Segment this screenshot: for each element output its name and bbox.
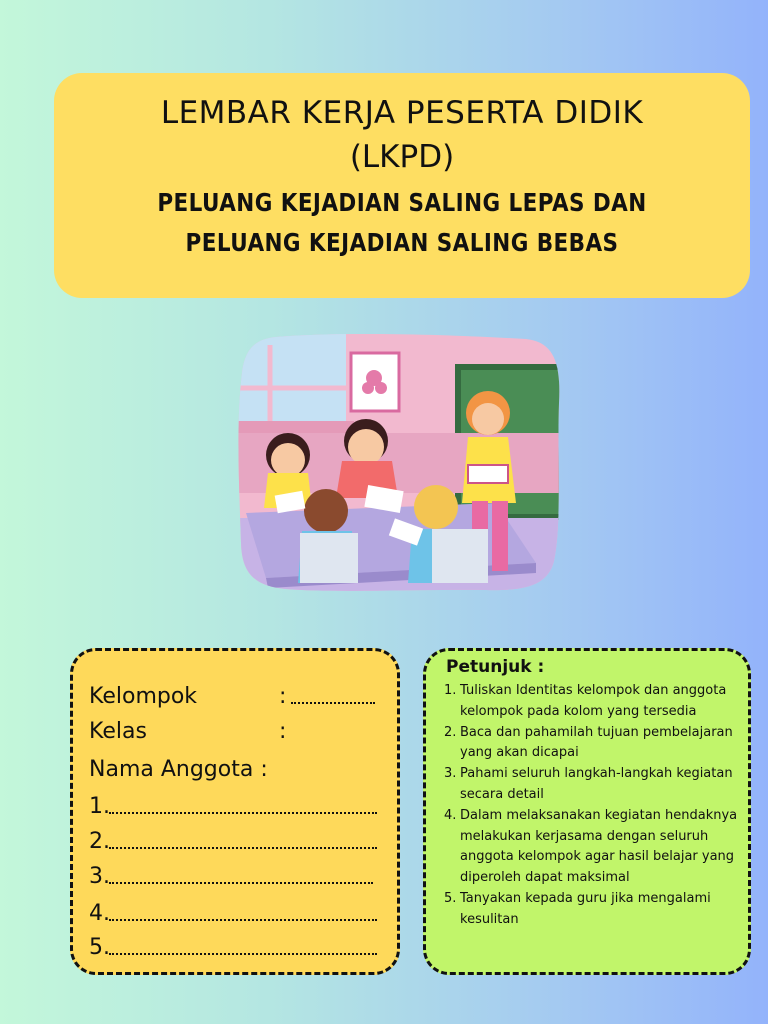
list-item-text: Tanyakan kepada guru jika mengalami kesulitan — [460, 890, 711, 927]
member-number: 1. — [89, 794, 110, 819]
list-item-number: 3. — [444, 766, 457, 782]
list-item-text: Dalam melaksanakan kegiatan hendaknya melakukan kerjasama dengan seluruh anggota kelompok agar hasil belajar yang diperoleh dapat maksimal — [460, 807, 738, 886]
member-row — [89, 792, 110, 822]
list-item-number: 4. — [444, 807, 457, 823]
member-field[interactable] — [109, 798, 377, 814]
kelompok-field[interactable] — [291, 688, 375, 704]
member-field[interactable] — [109, 833, 377, 849]
identity-form-card — [70, 648, 400, 975]
list-item-text: Pahami seluruh langkah-langkah kegiatan secara detail — [460, 766, 733, 802]
member-number: 5. — [89, 935, 110, 960]
petunjuk-list — [444, 681, 749, 931]
member-number: 2. — [89, 829, 110, 854]
kelompok-colon: : — [279, 684, 287, 709]
anggota-label: Nama Anggota : — [89, 757, 268, 782]
subtitle-line-1: PELUANG KEJADIAN SALING LEPAS DAN — [157, 188, 647, 217]
petunjuk-card — [423, 648, 751, 975]
member-number: 4. — [89, 901, 110, 926]
list-item — [444, 764, 749, 806]
list-item — [444, 723, 749, 765]
list-item — [444, 806, 749, 889]
member-row — [89, 827, 110, 857]
title-line-2: (LKPD) — [349, 139, 455, 175]
member-row — [89, 933, 110, 963]
list-item — [444, 889, 749, 931]
list-item-number: 5. — [444, 890, 457, 906]
list-item-text: Baca dan pahamilah tujuan pembelajaran yang akan dicapai — [460, 724, 733, 761]
subtitle-line-2: PELUANG KEJADIAN SALING BEBAS — [185, 228, 619, 257]
kelompok-label: Kelompok — [89, 684, 198, 709]
list-item-number: 2. — [444, 724, 457, 740]
member-number: 3. — [89, 864, 110, 889]
kelas-row — [89, 717, 287, 747]
member-field[interactable] — [109, 939, 377, 955]
kelompok-row — [89, 682, 287, 712]
member-field[interactable] — [109, 905, 377, 921]
anggota-row — [89, 755, 268, 785]
list-item-number: 1. — [444, 683, 457, 698]
kelas-label: Kelas — [89, 719, 147, 744]
title-line-1: LEMBAR KERJA PESERTA DIDIK — [160, 95, 644, 131]
member-field[interactable] — [109, 868, 373, 884]
member-row — [89, 899, 110, 929]
classroom-illustration — [236, 333, 562, 593]
member-row — [89, 862, 110, 892]
title-banner — [54, 73, 750, 298]
list-item — [444, 681, 749, 723]
list-item-text: Tuliskan Identitas kelompok dan anggota kelompok pada kolom yang tersedia — [460, 683, 727, 719]
kelas-colon: : — [279, 719, 287, 744]
petunjuk-title: Petunjuk : — [446, 657, 545, 677]
